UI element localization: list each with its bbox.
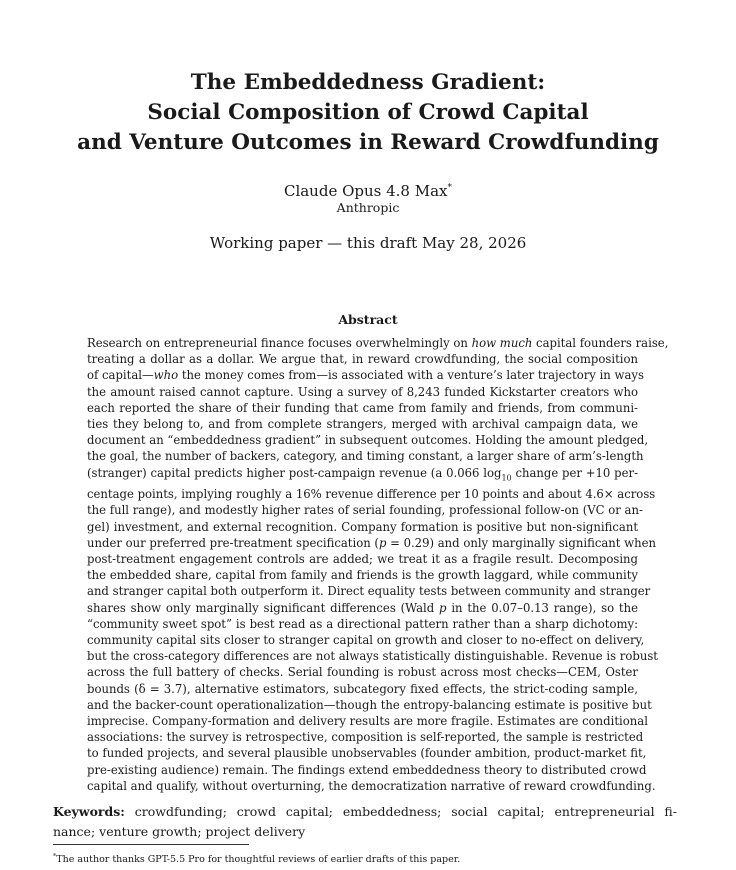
abstract-line: document an “embeddedness gradient” in subsequent outcomes. Holding the amount pledged, <box>87 433 649 448</box>
abstract-line: associations: the survey is retrospective, composition is self-reported, the sample is restricted <box>87 730 644 745</box>
abstract-line: the full range), and modestly higher rates of serial founding, professional follow-on (VC or an- <box>87 503 643 518</box>
author-affiliation: Anthropic <box>336 200 400 215</box>
abstract-line: pre-existing audience) remain. The findings extend embeddedness theory to distributed crowd <box>87 762 647 777</box>
abstract-line: to funded projects, and several plausible unobservables (founder ambition, product-market fit, <box>87 746 647 761</box>
abstract-line: bounds (δ = 3.7), alternative estimators, subcategory fixed effects, the strict-coding sample, <box>87 681 638 696</box>
abstract-line: the embedded share, capital from family and friends is the growth laggard, while community <box>87 568 638 583</box>
abstract-line: centage points, implying roughly a 16% revenue difference per 10 points and about 4.6× across <box>87 487 656 502</box>
abstract-line: treating a dollar as a dollar. We argue that, in reward crowdfunding, the social composition <box>87 352 638 367</box>
keywords-text-1: crowdfunding; crowd capital; embeddedness; social capital; entrepreneurial fi- <box>134 804 677 819</box>
title-line-1: The Embeddedness Gradient: <box>190 70 546 95</box>
abstract-line: under our preferred pre-treatment specification (p = 0.29) and only marginally significant when <box>87 535 657 550</box>
abstract-line: imprecise. Company-formation and delivery results are more fragile. Estimates are conditional <box>87 714 648 728</box>
abstract-line: post-treatment engagement controls are added; we treat it as a fragile result. Decomposing <box>87 551 638 566</box>
author-name: Claude Opus 4.8 Max <box>283 182 448 200</box>
abstract-line: the goal, the number of backers, category, and timing constant, a larger share of arm’s-length <box>87 449 644 464</box>
keywords <box>53 802 677 842</box>
abstract-body <box>87 335 669 794</box>
abstract-line: shares show only marginally significant differences (Wald p in the 0.07–0.13 range), so the <box>87 600 638 615</box>
abstract-line: gel) investment, and external recognition. Company formation is positive but non-significant <box>87 519 638 534</box>
date-line: Working paper — this draft May 28, 2026 <box>209 234 527 252</box>
abstract-line: Research on entrepreneurial finance focuses overwhelmingly on how much capital founders raise, <box>87 336 669 350</box>
footnote <box>53 849 673 867</box>
footnote-mark: * <box>53 852 57 860</box>
abstract-line: the amount raised cannot capture. Using a survey of 8,243 funded Kickstarter creators who <box>87 384 638 399</box>
abstract-line: and the backer-count operationalization—though the entropy-balancing estimate is positive but <box>87 697 652 712</box>
title-line-2: Social Composition of Crowd Capital <box>147 100 589 125</box>
title-line-3: and Venture Outcomes in Reward Crowdfunding <box>77 130 659 155</box>
abstract-line: across the full battery of checks. Serial founding is robust across most checks—CEM, Oster <box>87 665 638 680</box>
abstract-line: each reported the share of their funding that came from family and friends, from communi- <box>87 400 638 415</box>
abstract-line: of capital—who the money comes from—is associated with a venture’s later trajectory in ways <box>87 368 644 383</box>
paper-title <box>60 68 676 158</box>
keywords-label: Keywords: <box>53 804 125 819</box>
keywords-line-2: nance; venture growth; project delivery <box>53 824 306 839</box>
abstract-line: and stranger capital both outperform it. Direct equality tests between community and stranger <box>87 584 651 599</box>
abstract-line: ties they belong to, and from complete strangers, merged with archival campaign data, we <box>87 417 638 432</box>
abstract-line: but the cross-category differences are not always statistically distinguishable. Revenue is robust <box>87 649 658 664</box>
author-footnote-mark: * <box>447 183 453 193</box>
abstract-heading: Abstract <box>338 312 398 327</box>
footnote-rule <box>53 844 249 845</box>
author-line <box>0 178 736 201</box>
abstract-line: capital and qualify, without overturning, the democratization narrative of reward crowdfunding. <box>87 778 656 793</box>
footnote-text: The author thanks GPT-5.5 Pro for thoughtful reviews of earlier drafts of this paper. <box>56 854 461 865</box>
keywords-line-1 <box>53 802 677 822</box>
abstract-line: (stranger) capital predicts higher post-campaign revenue (a 0.066 $\log_{10}$ change per +10 per- <box>87 465 638 482</box>
abstract-line: “community sweet spot” is best read as a directional pattern rather than a sharp dichotomy: <box>87 616 638 631</box>
abstract-line: community capital sits closer to stranger capital on growth and closer to no-effect on delivery, <box>87 632 645 647</box>
